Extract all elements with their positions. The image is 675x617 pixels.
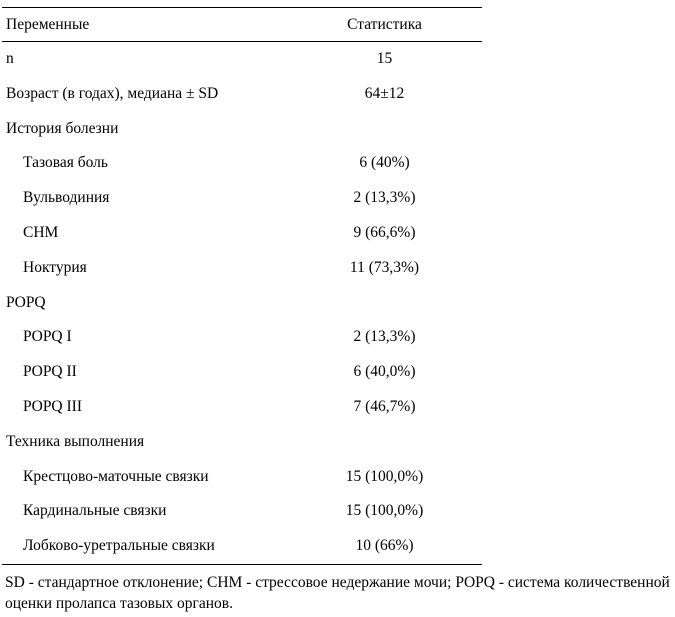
row-label: POPQ II — [23, 363, 77, 381]
section-label: POPQ — [6, 293, 46, 311]
row-label: СНМ — [23, 223, 59, 241]
table-row — [2, 216, 482, 251]
table-row — [2, 251, 482, 286]
table-row — [2, 181, 482, 216]
row-label: Ноктурия — [23, 258, 87, 276]
table-header-row — [2, 8, 482, 41]
row-value: 64±12 — [364, 84, 405, 102]
table-row — [2, 77, 482, 112]
section-label: История болезни — [6, 119, 119, 137]
row-label: Лобково-уретральные связки — [23, 537, 215, 555]
row-value: 6 (40,0%) — [353, 363, 416, 381]
row-value: 15 (100,0%) — [345, 467, 424, 485]
section-label: Техника выполнения — [6, 432, 145, 450]
row-value: 11 (73,3%) — [349, 258, 420, 276]
row-value: 2 (13,3%) — [353, 328, 416, 346]
row-label: n — [6, 50, 14, 67]
row-label: Кардинальные связки — [23, 502, 167, 520]
table-row — [2, 494, 482, 529]
table-section-row — [2, 112, 482, 147]
table-row — [2, 355, 482, 390]
header-variables: Переменные — [6, 16, 90, 33]
table-row — [2, 390, 482, 425]
row-label: Вульводиния — [23, 189, 110, 207]
row-value: 15 — [376, 50, 393, 67]
row-value: 6 (40%) — [359, 154, 410, 172]
table-row — [2, 529, 482, 564]
row-label: Возраст (в годах), медиана ± SD — [6, 84, 219, 102]
row-label: POPQ I — [23, 328, 72, 346]
table-footnote: SD - стандартное отклонение; СНМ - стрессовое недержание мочи; POPQ - система количественной оценки пролапса тазовых органов. — [5, 574, 670, 612]
header-statistics: Статистика — [347, 16, 422, 33]
row-value: 2 (13,3%) — [353, 189, 416, 207]
table-section-row — [2, 425, 482, 460]
table-row — [2, 146, 482, 181]
table-row — [2, 460, 482, 495]
table-section-row — [2, 286, 482, 321]
row-label: POPQ III — [23, 397, 82, 415]
row-label: Крестцово-маточные связки — [23, 467, 209, 485]
row-value: 10 (66%) — [355, 537, 414, 555]
row-label: Тазовая боль — [23, 154, 108, 172]
row-value: 7 (46,7%) — [353, 397, 416, 415]
table-row — [2, 320, 482, 355]
table-bottom-rule — [2, 564, 482, 565]
row-value: 9 (66,6%) — [353, 223, 416, 241]
table-row — [2, 42, 482, 77]
statistics-table — [2, 7, 482, 565]
row-value: 15 (100,0%) — [345, 502, 424, 520]
